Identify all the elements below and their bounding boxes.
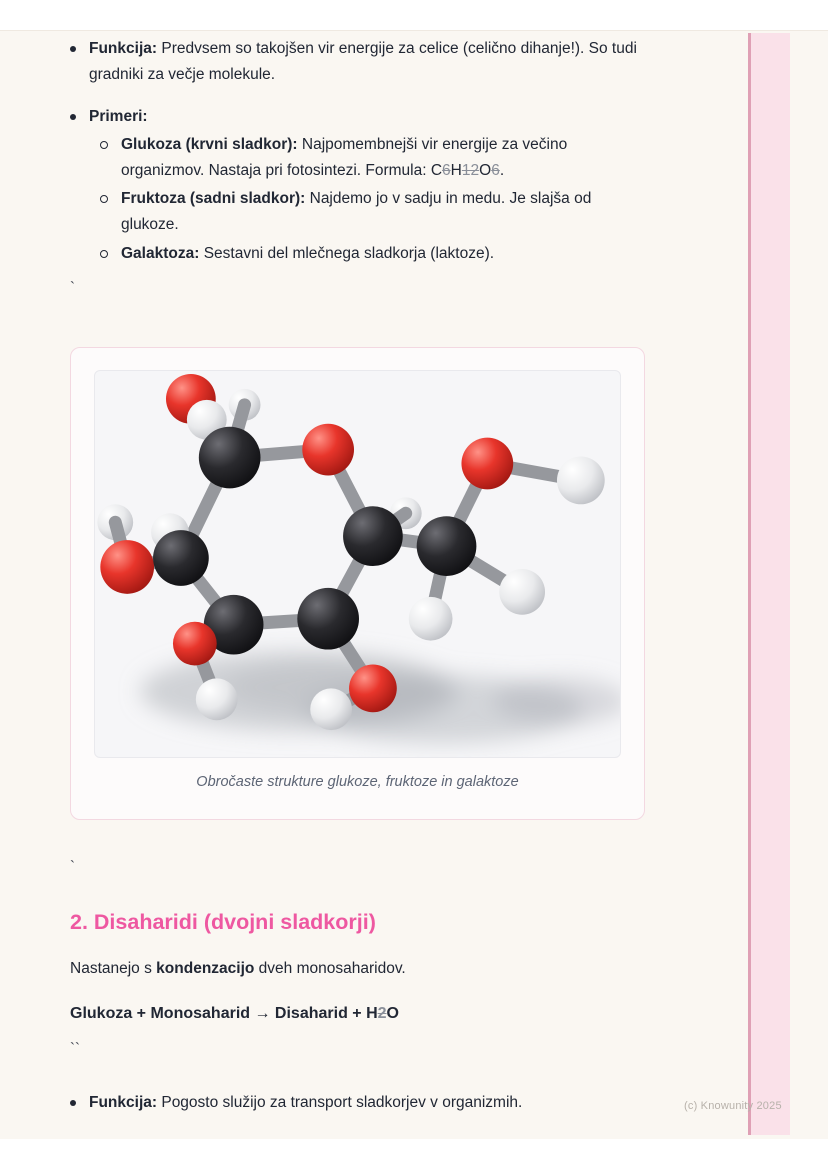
text-run: Glukoza (krvni sladkor): bbox=[121, 136, 298, 153]
sub-list-item bbox=[100, 132, 648, 184]
bullet-circle-icon bbox=[100, 250, 108, 258]
carbon-atom bbox=[343, 506, 403, 566]
list-item-text bbox=[89, 104, 648, 130]
section-heading: 2. Disaharidi (dvojni sladkorji) bbox=[70, 910, 376, 934]
bullet-circle-icon bbox=[100, 195, 108, 203]
hydrogen-atom bbox=[409, 597, 453, 641]
list-item bbox=[70, 104, 648, 130]
sub-list-item bbox=[100, 186, 648, 238]
sub-list-item-text bbox=[121, 241, 648, 267]
oxygen-atom bbox=[173, 622, 217, 666]
hydrogen-atom bbox=[310, 688, 352, 730]
oxygen-atom bbox=[100, 540, 154, 594]
text-run: Predvsem so takojšen vir energije za celice (celično dihanje!). So tudi gradniki za večje molekule. bbox=[89, 40, 637, 83]
oxygen-atom bbox=[461, 438, 513, 490]
hydrogen-atom bbox=[499, 569, 545, 615]
copyright-watermark: (c) Knowunity 2025 bbox=[684, 1100, 782, 1112]
text-run: Najdemo jo v sadju in medu. Je slajša od glukoze. bbox=[121, 190, 592, 233]
hydrogen-atom bbox=[557, 457, 605, 505]
list-item bbox=[70, 1090, 648, 1116]
carbon-atom bbox=[417, 516, 477, 576]
bullet-circle-icon bbox=[100, 141, 108, 149]
oxygen-atom bbox=[349, 664, 397, 712]
bullet-disc-icon bbox=[70, 114, 76, 120]
molecule-image bbox=[95, 371, 620, 757]
stray-backticks: `` bbox=[70, 1040, 80, 1057]
oxygen-atom bbox=[302, 424, 354, 476]
stray-backtick: ` bbox=[70, 858, 75, 875]
text-run: 6 bbox=[442, 162, 451, 179]
chemical-equation bbox=[70, 1000, 648, 1028]
page-edge-stripe bbox=[748, 33, 790, 1135]
stray-backtick: ` bbox=[70, 279, 75, 296]
text-run: Funkcija: bbox=[89, 1094, 158, 1111]
sub-list-item-text bbox=[121, 132, 648, 184]
text-run: C bbox=[430, 162, 443, 179]
text-run: Fruktoza (sadni sladkor): bbox=[121, 190, 306, 207]
list-item-text bbox=[89, 36, 648, 88]
document-content bbox=[70, 36, 648, 1116]
bullet-disc-icon bbox=[70, 46, 76, 52]
text-run: 12 bbox=[461, 162, 480, 179]
carbon-atom bbox=[297, 588, 359, 650]
sub-list-item bbox=[100, 241, 648, 267]
list-item bbox=[70, 36, 648, 88]
text-run: H bbox=[450, 162, 462, 179]
text-run: Najpomembnejši vir energije za večino organizmov. Nastaja pri fotosintezi. Formula: bbox=[121, 136, 568, 179]
text-run: Primeri: bbox=[89, 108, 148, 125]
text-run: Galaktoza: bbox=[121, 245, 200, 262]
list-item-text bbox=[89, 1090, 648, 1116]
bullet-disc-icon bbox=[70, 1100, 76, 1106]
figure-card bbox=[70, 347, 645, 820]
text-run: Funkcija: bbox=[89, 40, 158, 57]
carbon-atom bbox=[199, 427, 261, 489]
figure-caption: Obročaste strukture glukoze, fruktoze in galaktoze bbox=[196, 774, 519, 790]
carbon-atom bbox=[153, 530, 209, 586]
text-run: kondenzacijo bbox=[156, 960, 255, 977]
text-run: O bbox=[479, 162, 492, 179]
text-run: dveh monosaharidov. bbox=[254, 960, 406, 977]
sub-list-item-text bbox=[121, 186, 648, 238]
text-run: Nastanejo s bbox=[70, 960, 157, 977]
text-run: Glukoza + Monosaharid → Disaharid + H bbox=[70, 1005, 378, 1022]
text-run: Sestavni del mlečnega sladkorja (laktoze). bbox=[199, 245, 495, 262]
text-run: Pogosto služijo za transport sladkorjev v organizmih. bbox=[157, 1094, 523, 1111]
figure-image-frame bbox=[94, 370, 621, 758]
paragraph bbox=[70, 956, 648, 982]
text-run: 6 bbox=[491, 162, 500, 179]
text-run: . bbox=[499, 162, 505, 179]
text-run: O bbox=[386, 1005, 399, 1022]
hydrogen-atom bbox=[196, 678, 238, 720]
text-run: 2 bbox=[377, 1005, 387, 1022]
